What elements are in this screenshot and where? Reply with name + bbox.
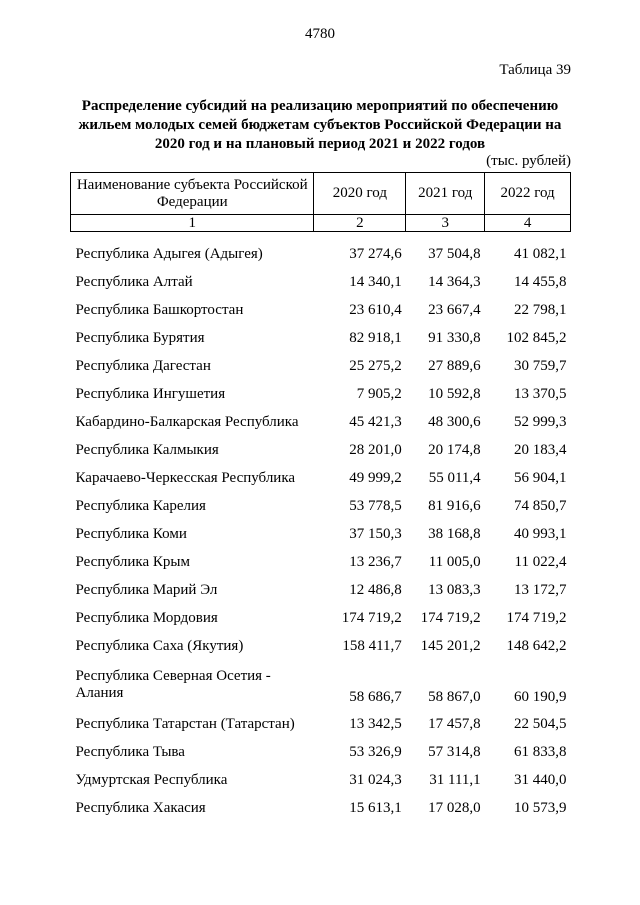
value-cell: 11 005,0 [428, 553, 481, 570]
table-row [71, 710, 571, 738]
region-name: Кабардино-Балкарская Республика [75, 413, 299, 430]
value-cell: 45 421,3 [349, 413, 402, 430]
value-cell: 148 642,2 [506, 637, 567, 654]
table-row [71, 464, 571, 492]
value-cell: 15 613,1 [349, 799, 402, 816]
page-number: 4780 [305, 26, 335, 42]
region-name: Республика Саха (Якутия) [75, 637, 244, 654]
table-row [71, 794, 571, 822]
value-cell: 174 719,2 [341, 609, 402, 626]
value-cell: 37 274,6 [349, 245, 402, 262]
value-cell: 31 111,1 [429, 771, 481, 788]
region-name: Республика Калмыкия [75, 441, 219, 458]
table-header [71, 173, 571, 232]
region-name: Республика Марий Эл [75, 581, 218, 598]
region-name: Республика Дагестан [75, 357, 211, 374]
value-cell: 82 918,1 [349, 329, 402, 346]
value-cell: 49 999,2 [349, 469, 402, 486]
column-header: 2021 год [406, 173, 485, 215]
table-row [71, 632, 571, 660]
column-header: 2020 год [314, 173, 406, 215]
value-cell: 40 993,1 [514, 525, 567, 542]
value-cell: 23 667,4 [428, 301, 481, 318]
table-row [71, 268, 571, 296]
table-body [71, 232, 571, 823]
region-name: Республика Татарстан (Татарстан) [75, 715, 295, 732]
value-cell: 57 314,8 [428, 743, 481, 760]
value-cell: 11 022,4 [514, 553, 567, 570]
table-row [71, 520, 571, 548]
value-cell: 174 719,2 [420, 609, 481, 626]
table-row [71, 324, 571, 352]
value-cell: 58 867,0 [428, 689, 481, 705]
value-cell: 25 275,2 [349, 357, 402, 374]
table-row [71, 380, 571, 408]
region-name: Республика Алтай [75, 273, 193, 290]
value-cell: 17 028,0 [428, 799, 481, 816]
document-heading: Распределение субсидий на реализацию мероприятий по обеспечению жильем молодых семей бюджетам субъектов Российской Федерации на 2020 год и на плановый период 2021 и 2022 годов [78, 98, 562, 152]
value-cell: 22 504,5 [514, 715, 567, 732]
value-cell: 61 833,8 [514, 743, 567, 760]
table-row [71, 408, 571, 436]
region-name: Карачаево-Черкесская Республика [75, 469, 296, 486]
value-cell: 28 201,0 [349, 441, 402, 458]
value-cell: 37 504,8 [428, 245, 481, 262]
value-cell: 23 610,4 [349, 301, 402, 318]
value-cell: 48 300,6 [428, 413, 481, 430]
region-name: Республика Тыва [75, 743, 185, 760]
value-cell: 31 440,0 [514, 771, 567, 788]
table-row [71, 738, 571, 766]
column-number: 4 [485, 215, 571, 232]
table-row [71, 604, 571, 632]
value-cell: 41 082,1 [514, 245, 567, 262]
column-number: 3 [406, 215, 485, 232]
table-row [71, 660, 571, 710]
region-name: Республика Северная Осетия - Алания [75, 668, 271, 701]
value-cell: 14 455,8 [514, 273, 567, 290]
value-cell: 74 850,7 [514, 497, 567, 514]
value-cell: 30 759,7 [514, 357, 567, 374]
value-cell: 60 190,9 [514, 689, 567, 705]
table-row [71, 492, 571, 520]
value-cell: 174 719,2 [506, 609, 567, 626]
column-number: 1 [71, 215, 314, 232]
value-cell: 10 592,8 [428, 385, 481, 402]
region-name: Республика Мордовия [75, 609, 218, 626]
value-cell: 55 011,4 [428, 469, 481, 486]
table-row [71, 576, 571, 604]
value-cell: 13 083,3 [428, 581, 481, 598]
table-row [71, 436, 571, 464]
region-name: Республика Карелия [75, 497, 206, 514]
value-cell: 20 183,4 [514, 441, 567, 458]
value-cell: 20 174,8 [428, 441, 481, 458]
value-cell: 7 905,2 [356, 385, 402, 402]
column-header: Наименование субъекта Российской Федерации [71, 173, 314, 215]
value-cell: 13 370,5 [514, 385, 567, 402]
value-cell: 10 573,9 [514, 799, 567, 816]
value-cell: 31 024,3 [349, 771, 402, 788]
region-name: Республика Хакасия [75, 799, 206, 816]
table-row [71, 232, 571, 269]
region-name: Республика Коми [75, 525, 187, 542]
value-cell: 14 340,1 [349, 273, 402, 290]
value-cell: 53 326,9 [349, 743, 402, 760]
value-cell: 37 150,3 [349, 525, 402, 542]
value-cell: 91 330,8 [428, 329, 481, 346]
value-cell: 145 201,2 [420, 637, 481, 654]
table-row [71, 766, 571, 794]
region-name: Республика Крым [75, 553, 190, 570]
column-header: 2022 год [485, 173, 571, 215]
region-name: Республика Адыгея (Адыгея) [75, 245, 263, 262]
value-cell: 52 999,3 [514, 413, 567, 430]
table-row [71, 352, 571, 380]
column-number: 2 [314, 215, 406, 232]
value-cell: 13 236,7 [349, 553, 402, 570]
region-name: Удмуртская Республика [75, 771, 228, 788]
units-note: (тыс. рублей) [486, 153, 571, 169]
value-cell: 53 778,5 [349, 497, 402, 514]
value-cell: 38 168,8 [428, 525, 481, 542]
value-cell: 102 845,2 [506, 329, 567, 346]
value-cell: 13 342,5 [349, 715, 402, 732]
value-cell: 22 798,1 [514, 301, 567, 318]
region-name: Республика Бурятия [75, 329, 205, 346]
region-name: Республика Ингушетия [75, 385, 226, 402]
value-cell: 27 889,6 [428, 357, 481, 374]
value-cell: 81 916,6 [428, 497, 481, 514]
value-cell: 13 172,7 [514, 581, 567, 598]
table-label: Таблица 39 [499, 62, 571, 78]
value-cell: 14 364,3 [428, 273, 481, 290]
value-cell: 56 904,1 [514, 469, 567, 486]
value-cell: 12 486,8 [349, 581, 402, 598]
value-cell: 58 686,7 [349, 689, 402, 705]
value-cell: 158 411,7 [342, 637, 402, 654]
subsidy-table [70, 172, 571, 822]
table-row [71, 296, 571, 324]
region-name: Республика Башкортостан [75, 301, 244, 318]
value-cell: 17 457,8 [428, 715, 481, 732]
table-row [71, 548, 571, 576]
